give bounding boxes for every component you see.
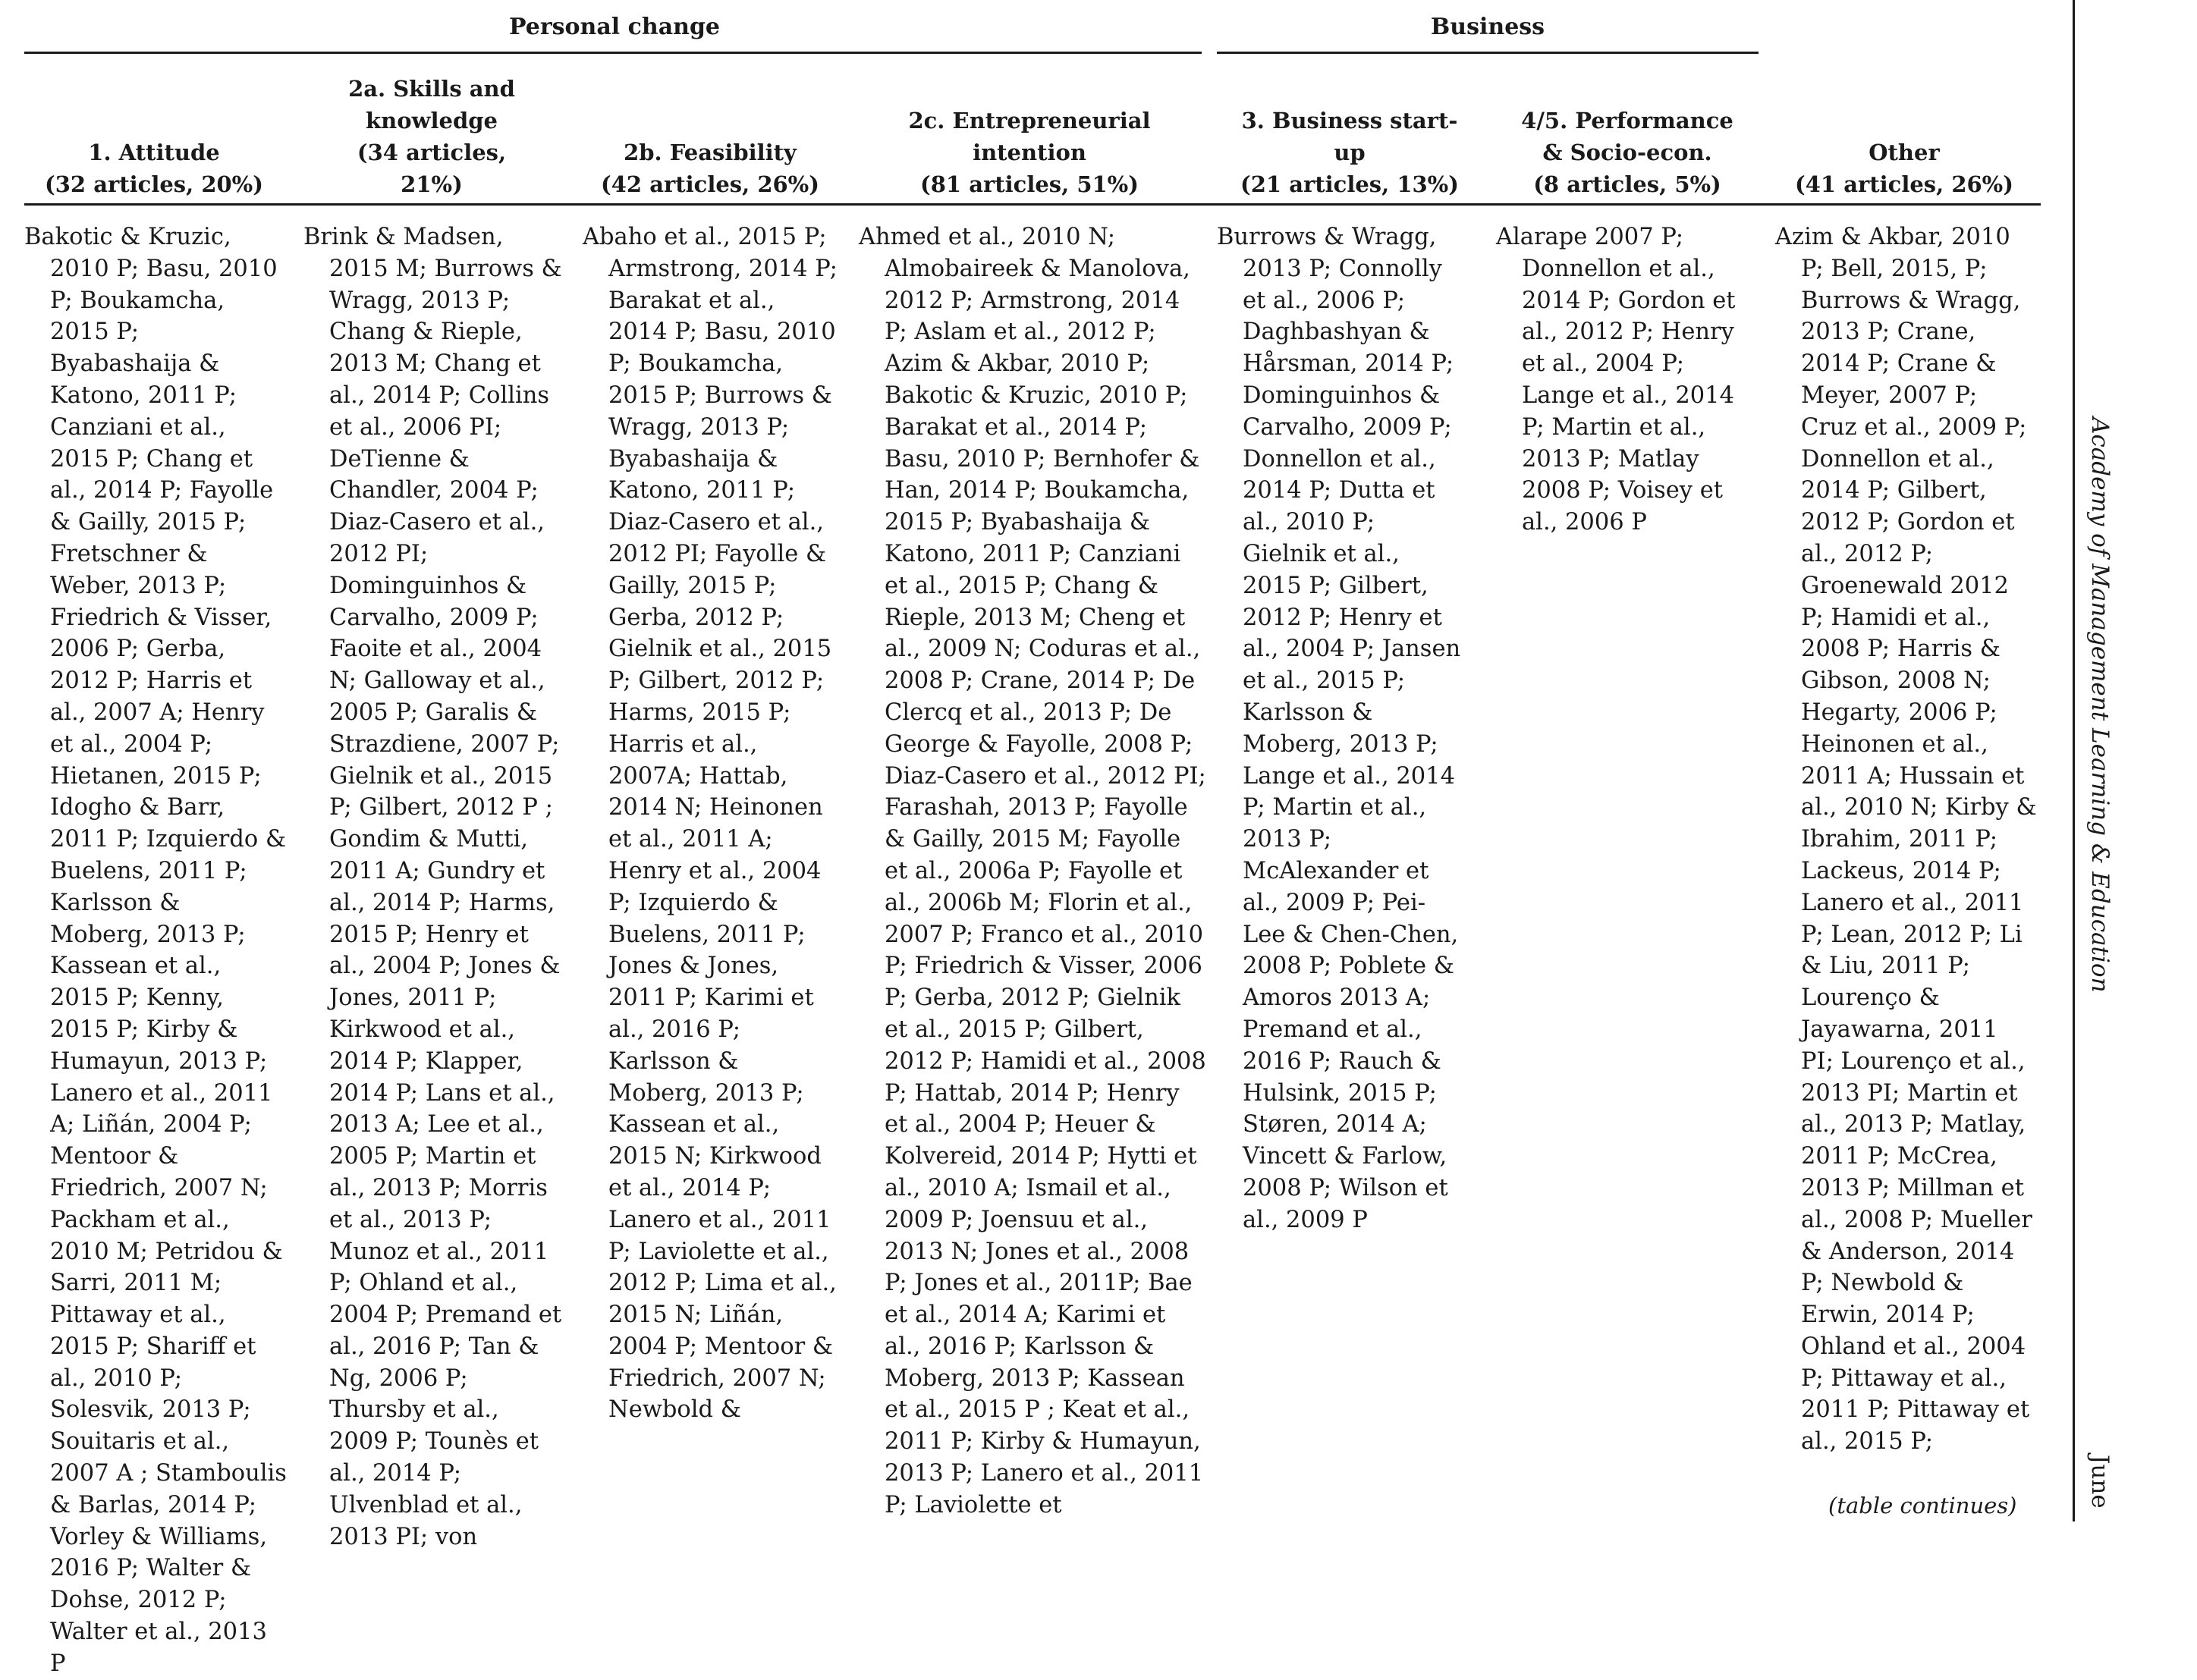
column-title: 2a. Skills and knowledge — [348, 76, 515, 133]
column-header-performance — [1495, 58, 1760, 200]
reference-list: Azim & Akbar, 2010 P; Bell, 2015, P; Burrows & Wragg, 2013 P; Crane, 2014 P; Crane & Meyer, 2007 P; Cruz et al., 2009 P; Donnellon et al., 2014 P; Gilbert, 2012 P; Gordon et al., 2012 P; Groenewald 2012 P; Hamidi et al., 2008 P; Harris & Gibson, 2008 N; Hegarty, 2006 P; Heinonen et al., 2011 A; Hussain et al., 2010 N; Kirby & Ibrahim, 2011 P; Lackeus, 2014 P; Lanero et al., 2011 P; Lean, 2012 P; Li & Liu, 2011 P; Lourenço & Jayawarna, 2011 PI; Lourenço et al., 2013 PI; Martin et al., 2013 P; Matlay, 2011 P; McCrea, 2013 P; Millman et al., 2008 P; Mueller & Anderson, 2014 P; Newbold & Erwin, 2014 P; Ohland et al., 2004 P; Pittaway et al., 2011 P; Pittaway et al., 2015 P; — [1775, 224, 2037, 1455]
column-count: (42 articles, 26%) — [601, 171, 819, 197]
header-rule — [24, 203, 2041, 206]
reference-list: Brink & Madsen, 2015 M; Burrows & Wragg, 2013 P; Chang & Rieple, 2013 M; Chang et al., 2014 P; Collins et al., 2006 PI; DeTienne & Chandler, 2004 P; Diaz-Casero et al., 2012 PI; Dominguinhos & Carvalho, 2009 P; Faoite et al., 2004 N; Galloway et al., 2005 P; Garalis & Strazdiene, 2007 P; Gielnik et al., 2015 P; Gilbert, 2012 P ; Gondim & Mutti, 2011 A; Gundry et al., 2014 P; Harms, 2015 P; Henry et al., 2004 P; Jones & Jones, 2011 P; Kirkwood et al., 2014 P; Klapper, 2014 P; Lans et al., 2013 A; Lee et al., 2005 P; Martin et al., 2013 P; Morris et al., 2013 P; Munoz et al., 2011 P; Ohland et al., 2004 P; Premand et al., 2016 P; Tan & Ng, 2006 P; Thursby et al., 2009 P; Tounès et al., 2014 P; Ulvenblad et al., 2013 PI; von — [303, 224, 562, 1550]
column-header-skills-knowledge — [302, 58, 561, 200]
column-title: 2c. Entrepreneurial intention — [908, 108, 1151, 165]
column-title: 2b. Feasibility — [624, 140, 797, 165]
table-continues-note: (table continues) — [1828, 1493, 2017, 1518]
reference-list: Burrows & Wragg, 2013 P; Connolly et al., 2006 P; Daghbashyan & Hårsman, 2014 P; Dominguinhos & Carvalho, 2009 P; Donnellon et al., 2014 P; Dutta et al., 2010 P; Gielnik et al., 2015 P; Gilbert, 2012 P; Henry et al., 2004 P; Jansen et al., 2015 P; Karlsson & Moberg, 2013 P; Lange et al., 2014 P; Martin et al., 2013 P; McAlexander et al., 2009 P; Pei-Lee & Chen-Chen, 2008 P; Poblete & Amoros 2013 A; Premand et al., 2016 P; Rauch & Hulsink, 2015 P; Støren, 2014 A; Vincett & Farlow, 2008 P; Wilson et al., 2009 P — [1217, 224, 1461, 1233]
group-title-personal-change: Personal change — [508, 14, 721, 40]
column-title: 4/5. Performance & Socio-econ. — [1521, 108, 1733, 165]
running-head-journal: Academy of Management Learning & Education — [2086, 417, 2114, 993]
column-body-feasibility — [583, 221, 841, 1426]
column-count: (81 articles, 51%) — [920, 171, 1139, 197]
group-rule-business — [1217, 52, 1759, 54]
column-count: (21 articles, 13%) — [1240, 171, 1459, 197]
column-count: (8 articles, 5%) — [1533, 171, 1721, 197]
group-rule-personal-change — [24, 52, 1202, 54]
column-header-business-start-up — [1217, 58, 1482, 200]
column-body-attitude — [24, 221, 287, 1680]
column-body-entrepreneurial-intention — [859, 221, 1208, 1521]
reference-list: Alarape 2007 P; Donnellon et al., 2014 P; Gordon et al., 2012 P; Henry et al., 2004 P; Lange et al., 2014 P; Martin et al., 2013 P; Matlay 2008 P; Voisey et al., 2006 P — [1496, 224, 1736, 536]
column-body-other — [1775, 221, 2038, 1458]
running-head-month: June — [2086, 1455, 2114, 1509]
column-body-performance — [1496, 221, 1759, 539]
column-count: (41 articles, 26%) — [1795, 171, 2013, 197]
column-count: (34 articles, 21%) — [357, 140, 507, 197]
column-body-business-start-up — [1217, 221, 1464, 1236]
reference-list: Ahmed et al., 2010 N; Almobaireek & Manolova, 2012 P; Armstrong, 2014 P; Aslam et al., 2012 P; Azim & Akbar, 2010 P; Bakotic & Kruzic, 2010 P; Barakat et al., 2014 P; Basu, 2010 P; Bernhofer & Han, 2014 P; Boukamcha, 2015 P; Byabashaija & Katono, 2011 P; Canziani et al., 2015 P; Chang & Rieple, 2013 M; Cheng et al., 2009 N; Coduras et al., 2008 P; Crane, 2014 P; De Clercq et al., 2013 P; De George & Fayolle, 2008 P; Diaz-Casero et al., 2012 PI; Farashah, 2013 P; Fayolle & Gailly, 2015 M; Fayolle et al., 2006a P; Fayolle et al., 2006b M; Florin et al., 2007 P; Franco et al., 2010 P; Friedrich & Visser, 2006 P; Gerba, 2012 P; Gielnik et al., 2015 P; Gilbert, 2012 P; Hamidi et al., 2008 P; Hattab, 2014 P; Henry et al., 2004 P; Heuer & Kolvereid, 2014 P; Hytti et al., 2010 A; Ismail et al., 2009 P; Joensuu et al., 2013 N; Jones et al., 2008 P; Jones et al., 2011P; Bae et al., 2014 A; Karimi et al., 2016 P; Karlsson & Moberg, 2013 P; Kassean et al., 2015 P ; Keat et al., 2011 P; Kirby & Humayun, 2013 P; Lanero et al., 2011 P; Laviolette et — [859, 224, 1206, 1518]
column-title: Other — [1869, 140, 1940, 165]
margin-rule — [2073, 0, 2075, 1521]
column-count: (32 articles, 20%) — [45, 171, 263, 197]
reference-list: Bakotic & Kruzic, 2010 P; Basu, 2010 P; Boukamcha, 2015 P; Byabashaija & Katono, 2011 P; Canziani et al., 2015 P; Chang et al., 2014 P; Fayolle & Gailly, 2015 P; Fretschner & Weber, 2013 P; Friedrich & Visser, 2006 P; Gerba, 2012 P; Harris et al., 2007 A; Henry et al., 2004 P; Hietanen, 2015 P; Idogho & Barr, 2011 P; Izquierdo & Buelens, 2011 P; Karlsson & Moberg, 2013 P; Kassean et al., 2015 P; Kenny, 2015 P; Kirby & Humayun, 2013 P; Lanero et al., 2011 A; Liñán, 2004 P; Mentoor & Friedrich, 2007 N; Packham et al., 2010 M; Petridou & Sarri, 2011 M; Pittaway et al., 2015 P; Shariff et al., 2010 P; Solesvik, 2013 P; Souitaris et al., 2007 A ; Stamboulis & Barlas, 2014 P; Vorley & Williams, 2016 P; Walter & Dohse, 2012 P; Walter et al., 2013 P — [24, 224, 287, 1677]
column-header-entrepreneurial-intention — [854, 58, 1205, 200]
column-header-feasibility — [581, 58, 839, 200]
column-title: 3. Business start-up — [1241, 108, 1458, 165]
reference-list: Abaho et al., 2015 P; Armstrong, 2014 P; Barakat et al., 2014 P; Basu, 2010 P; Boukamcha, 2015 P; Burrows & Wragg, 2013 P; Byabashaija & Katono, 2011 P; Diaz-Casero et al., 2012 PI; Fayolle & Gailly, 2015 P; Gerba, 2012 P; Gielnik et al., 2015 P; Gilbert, 2012 P; Harms, 2015 P; Harris et al., 2007A; Hattab, 2014 N; Heinonen et al., 2011 A; Henry et al., 2004 P; Izquierdo & Buelens, 2011 P; Jones & Jones, 2011 P; Karimi et al., 2016 P; Karlsson & Moberg, 2013 P; Kassean et al., 2015 N; Kirkwood et al., 2014 P; Lanero et al., 2011 P; Laviolette et al., 2012 P; Lima et al., 2015 N; Liñán, 2004 P; Mentoor & Friedrich, 2007 N; Newbold & — [583, 224, 838, 1424]
column-body-skills-knowledge — [303, 221, 564, 1553]
column-header-other — [1771, 58, 2038, 200]
column-title: 1. Attitude — [88, 140, 220, 165]
group-title-business: Business — [1430, 14, 1545, 40]
column-header-attitude — [23, 58, 285, 200]
